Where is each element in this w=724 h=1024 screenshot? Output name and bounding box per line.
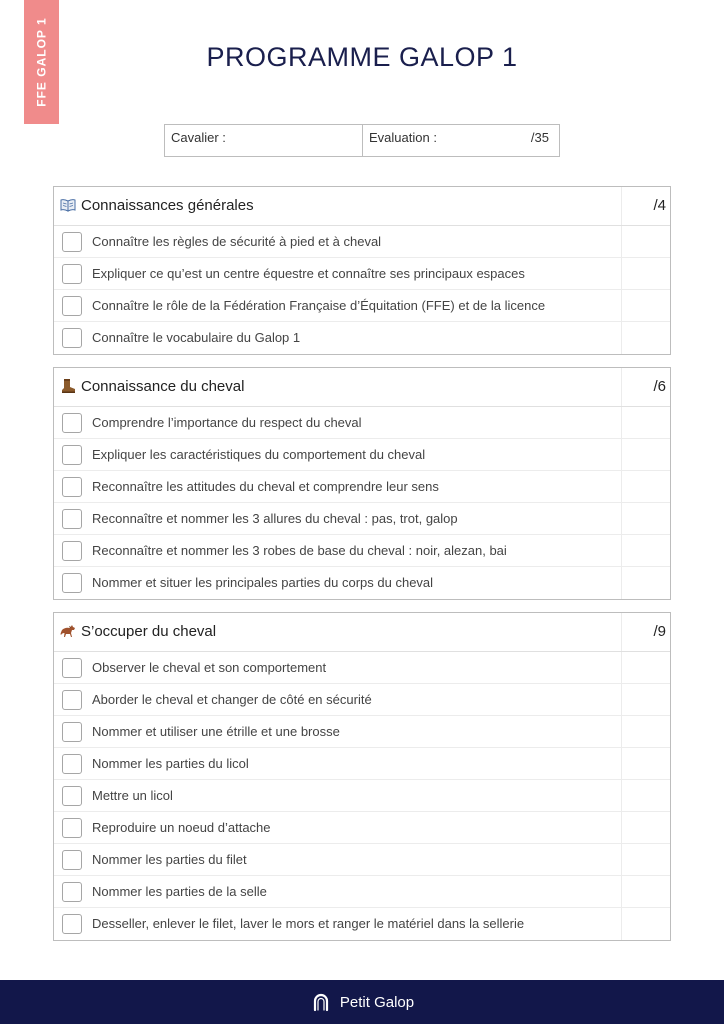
checkbox[interactable]	[62, 722, 82, 742]
checklist-item-label: Aborder le cheval et changer de côté en sécurité	[92, 692, 372, 707]
checklist-item	[54, 908, 670, 940]
checkbox[interactable]	[62, 658, 82, 678]
checklist-item	[54, 748, 670, 780]
checklist-item-label: Reconnaître et nommer les 3 allures du cheval : pas, trot, galop	[92, 511, 458, 526]
checkbox[interactable]	[62, 328, 82, 348]
checkbox[interactable]	[62, 786, 82, 806]
checkbox[interactable]	[62, 413, 82, 433]
section-general-knowledge	[53, 186, 671, 355]
checklist-item	[54, 471, 670, 503]
checklist-item-label: Nommer et situer les principales parties du corps du cheval	[92, 575, 434, 590]
section-header	[54, 187, 670, 226]
horse-icon	[60, 624, 76, 638]
checklist-item	[54, 322, 670, 354]
checkbox[interactable]	[62, 754, 82, 774]
section-title: S’occuper du cheval	[81, 623, 217, 640]
checkbox[interactable]	[62, 882, 82, 902]
footer-brand: Petit Galop	[339, 993, 415, 1011]
checklist-item	[54, 684, 670, 716]
section-horse-knowledge	[53, 367, 671, 600]
section-header	[54, 368, 670, 407]
checklist-item-label: Reconnaître et nommer les 3 robes de base du cheval : noir, alezan, bai	[92, 543, 507, 558]
checklist-item-label: Connaître le vocabulaire du Galop 1	[92, 330, 301, 345]
checklist-item-label: Desseller, enlever le filet, laver le mors et ranger le matériel dans la sellerie	[92, 916, 525, 931]
checkbox[interactable]	[62, 850, 82, 870]
checklist-item	[54, 716, 670, 748]
checklist-item-label: Nommer les parties de la selle	[92, 884, 267, 899]
checkbox[interactable]	[62, 264, 82, 284]
checklist-item-label: Nommer les parties du licol	[92, 756, 249, 771]
rider-field[interactable]	[165, 125, 363, 156]
side-tab-label: FFE GALOP 1	[34, 17, 49, 107]
section-horse-care	[53, 612, 671, 941]
checkbox[interactable]	[62, 573, 82, 593]
checklist-item	[54, 226, 670, 258]
checklist-item-label: Observer le cheval et son comportement	[92, 660, 327, 675]
section-title: Connaissance du cheval	[81, 378, 245, 395]
checklist-item	[54, 844, 670, 876]
checklist-item-label: Connaître les règles de sécurité à pied et à cheval	[92, 234, 382, 249]
checkbox[interactable]	[62, 232, 82, 252]
checklist-item-label: Expliquer ce qu’est un centre équestre et connaître ses principaux espaces	[92, 266, 525, 281]
checklist-item	[54, 258, 670, 290]
checklist-item	[54, 407, 670, 439]
checklist-item	[54, 535, 670, 567]
checklist-item	[54, 652, 670, 684]
checkbox[interactable]	[62, 509, 82, 529]
evaluation-label: Evaluation :	[369, 130, 437, 145]
checklist-item-label: Nommer et utiliser une étrille et une brosse	[92, 724, 340, 739]
checkbox[interactable]	[62, 477, 82, 497]
checklist-item	[54, 567, 670, 599]
section-score: /4	[653, 197, 666, 214]
checkbox[interactable]	[62, 690, 82, 710]
section-score: /9	[653, 623, 666, 640]
info-box	[164, 124, 560, 157]
checkbox[interactable]	[62, 914, 82, 934]
checkbox[interactable]	[62, 818, 82, 838]
checklist-item-label: Reproduire un noeud d’attache	[92, 820, 271, 835]
checkbox[interactable]	[62, 541, 82, 561]
checkbox[interactable]	[62, 296, 82, 316]
checklist-item-label: Mettre un licol	[92, 788, 173, 803]
checklist-item	[54, 290, 670, 322]
checklist-item	[54, 812, 670, 844]
page-title: PROGRAMME GALOP 1	[206, 42, 518, 72]
section-header	[54, 613, 670, 652]
footer	[0, 980, 724, 1024]
checkbox[interactable]	[62, 445, 82, 465]
open-book-icon	[60, 198, 76, 212]
checklist-item	[54, 780, 670, 812]
section-score: /6	[653, 378, 666, 395]
boot-icon	[60, 379, 76, 393]
evaluation-field[interactable]	[363, 125, 559, 156]
horseshoe-icon	[310, 991, 332, 1013]
checklist-item	[54, 876, 670, 908]
checklist-item	[54, 503, 670, 535]
section-title: Connaissances générales	[81, 197, 254, 214]
evaluation-total: /35	[530, 130, 549, 145]
checklist-item	[54, 439, 670, 471]
checklist-item-label: Expliquer les caractéristiques du comportement du cheval	[92, 447, 426, 462]
checklist-item-label: Comprendre l’importance du respect du cheval	[92, 415, 362, 430]
checklist-item-label: Reconnaître les attitudes du cheval et comprendre leur sens	[92, 479, 439, 494]
rider-label: Cavalier :	[171, 130, 226, 145]
checklist-item-label: Connaître le rôle de la Fédération Française d’Équitation (FFE) et de la licence	[92, 298, 546, 313]
checklist-item-label: Nommer les parties du filet	[92, 852, 247, 867]
